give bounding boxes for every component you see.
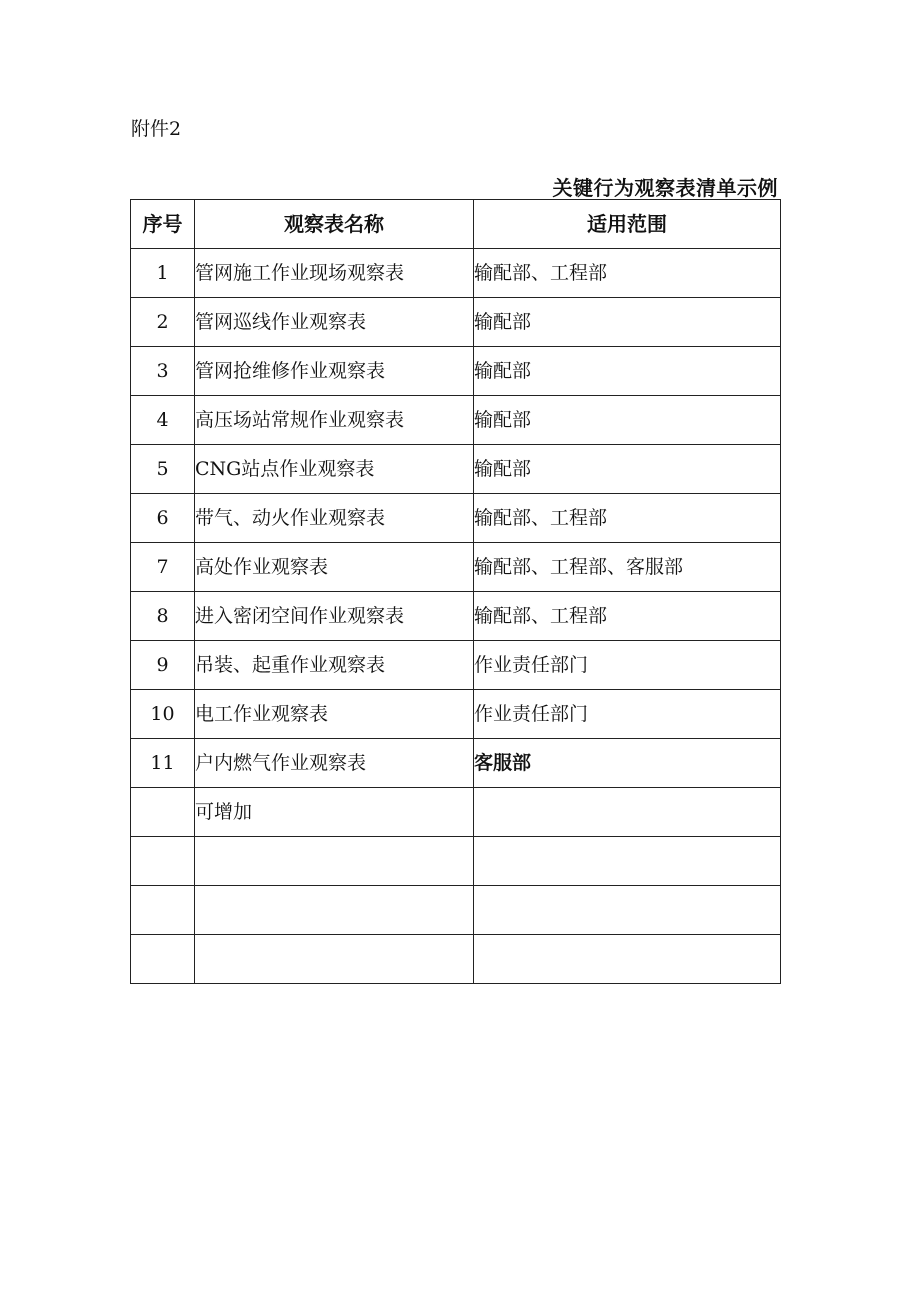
cell-table-name: 管网施工作业现场观察表 [195, 249, 474, 298]
cell-table-name: 带气、动火作业观察表 [195, 494, 474, 543]
header-serial-number: 序号 [131, 200, 195, 249]
cell-table-name: 高处作业观察表 [195, 543, 474, 592]
table-row-empty [131, 886, 781, 935]
cell-scope [474, 788, 781, 837]
table-row-empty [131, 935, 781, 984]
cell-serial-number: 1 [131, 249, 195, 298]
cell-table-name: CNG站点作业观察表 [195, 445, 474, 494]
cell-scope: 输配部 [474, 298, 781, 347]
cell-table-name: 高压场站常规作业观察表 [195, 396, 474, 445]
table-row [131, 249, 781, 298]
cell-scope: 输配部、工程部 [474, 249, 781, 298]
cell-table-name: 电工作业观察表 [195, 690, 474, 739]
cell-scope: 输配部、工程部 [474, 494, 781, 543]
table-row [131, 592, 781, 641]
cell-table-name [195, 837, 474, 886]
table-row [131, 690, 781, 739]
cell-scope [474, 935, 781, 984]
cell-serial-number: 8 [131, 592, 195, 641]
cell-serial-number: 10 [131, 690, 195, 739]
cell-table-name: 户内燃气作业观察表 [195, 739, 474, 788]
cell-table-name: 进入密闭空间作业观察表 [195, 592, 474, 641]
header-table-name: 观察表名称 [195, 200, 474, 249]
table-row [131, 445, 781, 494]
cell-scope: 作业责任部门 [474, 690, 781, 739]
cell-serial-number: 2 [131, 298, 195, 347]
cell-table-name: 管网巡线作业观察表 [195, 298, 474, 347]
table-row [131, 347, 781, 396]
cell-scope: 作业责任部门 [474, 641, 781, 690]
table-row [131, 543, 781, 592]
cell-scope [474, 886, 781, 935]
table-row [131, 494, 781, 543]
header-scope: 适用范围 [474, 200, 781, 249]
cell-serial-number [131, 788, 195, 837]
cell-scope: 客服部 [474, 739, 781, 788]
cell-table-name: 可增加 [195, 788, 474, 837]
attachment-label: 附件2 [131, 118, 182, 140]
cell-scope: 输配部、工程部 [474, 592, 781, 641]
cell-scope [474, 837, 781, 886]
cell-serial-number: 9 [131, 641, 195, 690]
cell-table-name [195, 886, 474, 935]
table-row-empty [131, 837, 781, 886]
cell-serial-number: 7 [131, 543, 195, 592]
cell-scope: 输配部 [474, 445, 781, 494]
cell-serial-number: 4 [131, 396, 195, 445]
cell-table-name: 管网抢维修作业观察表 [195, 347, 474, 396]
table-row [131, 739, 781, 788]
cell-serial-number: 11 [131, 739, 195, 788]
cell-serial-number [131, 935, 195, 984]
cell-table-name [195, 935, 474, 984]
table-row [131, 298, 781, 347]
cell-serial-number: 5 [131, 445, 195, 494]
table-row [131, 788, 781, 837]
table-header-row [131, 200, 781, 249]
table-row [131, 396, 781, 445]
table-row [131, 641, 781, 690]
cell-scope: 输配部 [474, 396, 781, 445]
cell-serial-number: 3 [131, 347, 195, 396]
cell-scope: 输配部、工程部、客服部 [474, 543, 781, 592]
cell-scope: 输配部 [474, 347, 781, 396]
cell-serial-number [131, 886, 195, 935]
observation-table [130, 199, 781, 984]
cell-serial-number: 6 [131, 494, 195, 543]
cell-table-name: 吊装、起重作业观察表 [195, 641, 474, 690]
document-title: 关键行为观察表清单示例 [552, 176, 778, 200]
cell-serial-number [131, 837, 195, 886]
